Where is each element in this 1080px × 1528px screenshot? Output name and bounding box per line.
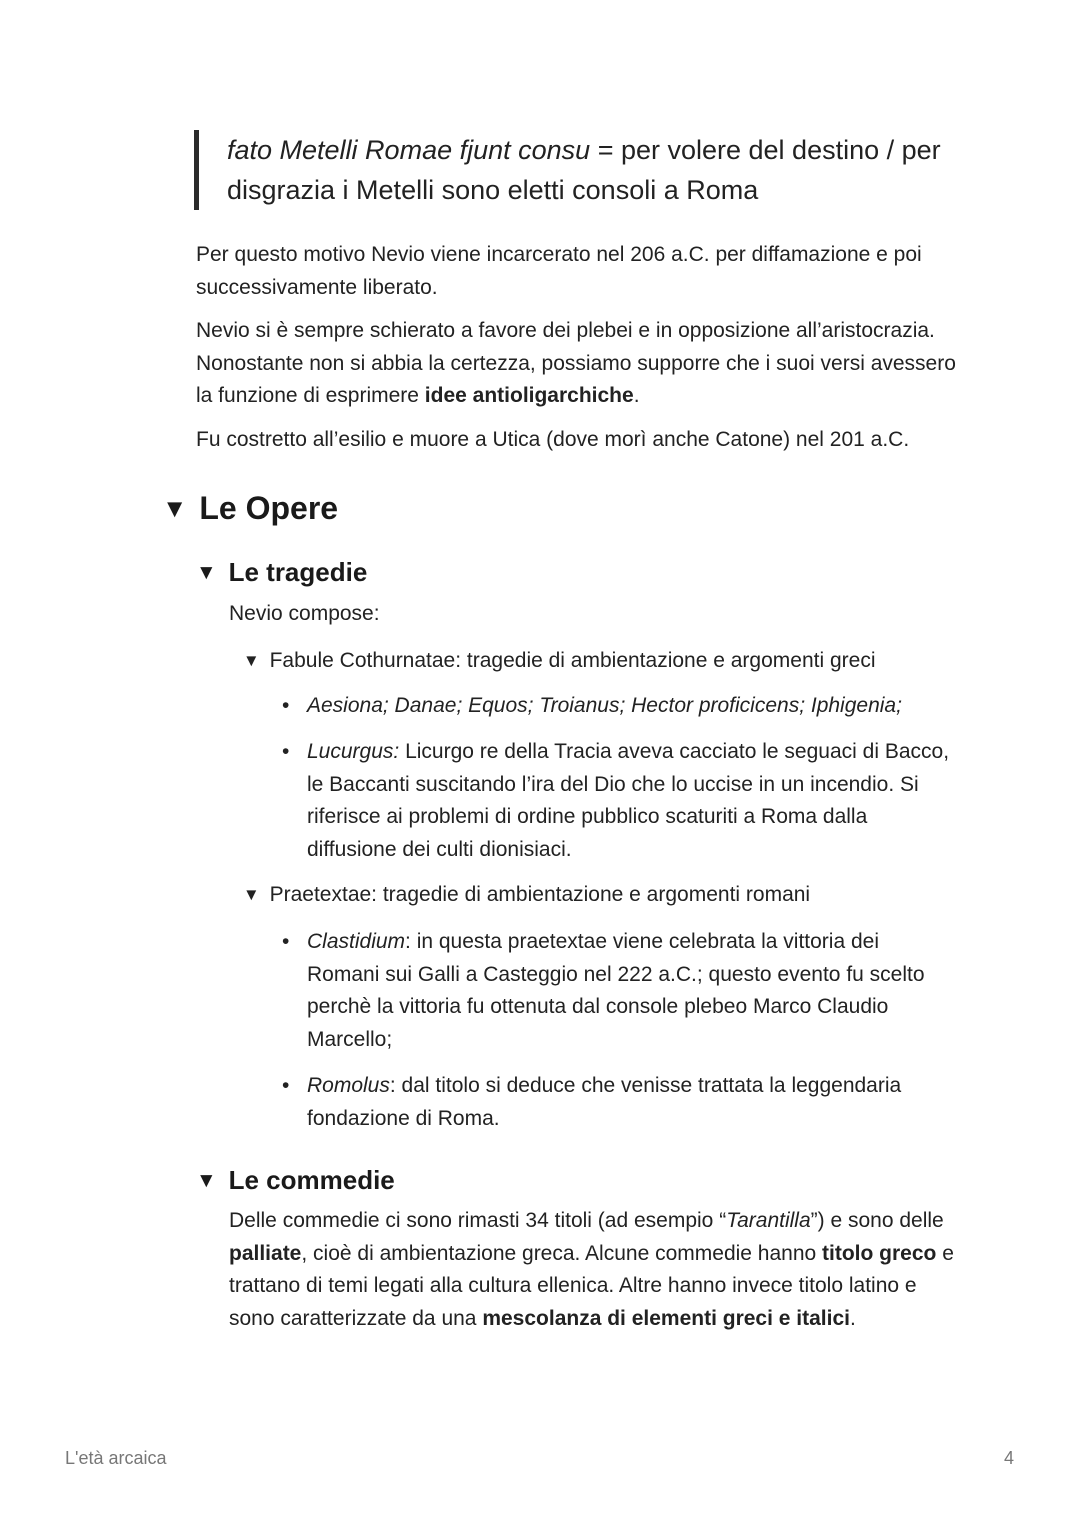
commedie-text-2: ”) e sono delle xyxy=(810,1209,944,1232)
paragraph-plebei-text: Nevio si è sempre schierato a favore dei plebei e in opposizione all’aristocrazia. Nonostante non si abbia la certezza, possiamo supporre che i suoi versi avessero la funzione di esprimere xyxy=(196,319,956,407)
toggle-praetextae[interactable] xyxy=(243,879,810,912)
tragedie-intro: Nevio compose: xyxy=(229,602,380,625)
section-heading-opere[interactable] xyxy=(162,486,338,533)
toggle-triangle-icon[interactable]: ▼ xyxy=(243,651,260,670)
paragraph-plebei xyxy=(196,315,966,413)
commedie-text-3: , cioè di ambientazione greca. Alcune commedie hanno xyxy=(301,1241,823,1265)
toggle-triangle-icon[interactable]: ▼ xyxy=(162,495,188,523)
commedie-text-1: Delle commedie ci sono rimasti 34 titoli (ad esempio “ xyxy=(229,1209,727,1232)
commedie-mescolanza: mescolanza di elementi greci e italici xyxy=(482,1306,850,1330)
subheading-commedie[interactable] xyxy=(196,1162,395,1201)
romolus-text: : dal titolo si deduce che venisse trattata la leggendaria fondazione di Roma. xyxy=(307,1074,902,1130)
list-item xyxy=(282,736,952,866)
cothurnatae-titles: Aesiona; Danae; Equos; Troianus; Hector proficicens; Iphigenia; xyxy=(307,694,902,717)
toggle-cothurnatae-label: Fabule Cothurnatae: tragedie di ambientazione e argomenti greci xyxy=(269,649,876,672)
commedie-tarantilla: Tarantilla xyxy=(726,1209,811,1232)
romolus-title: Romolus xyxy=(307,1074,390,1097)
commedie-text-5: . xyxy=(849,1306,856,1330)
paragraph-plebei-end: . xyxy=(633,384,640,407)
subheading-tragedie-label: Le tragedie xyxy=(228,557,368,587)
commedie-text-4: e trattano di temi legati alla cultura ellenica. Altre hanno invece titolo latino e sono caratterizzate da una xyxy=(229,1241,954,1330)
toggle-triangle-icon[interactable]: ▼ xyxy=(196,561,217,584)
page-number: 4 xyxy=(1003,1448,1014,1468)
bullet-icon: • xyxy=(282,930,290,953)
paragraph-plebei-bold: idee antioligarchiche xyxy=(424,384,634,407)
paragraph-commedie xyxy=(229,1205,954,1335)
list-item xyxy=(282,1070,952,1135)
blockquote xyxy=(194,130,1007,210)
quote-latin: fato Metelli Romae fjunt consu xyxy=(227,135,591,165)
footer-chapter-title: L'età arcaica xyxy=(65,1448,167,1468)
toggle-praetextae-label: Praetextae: tragedie di ambientazione e argomenti romani xyxy=(269,883,811,906)
lucurgus-text: Licurgo re della Tracia aveva cacciato le seguaci di Bacco, le Baccanti suscitando l’ira del Dio che lo uccise in un incendio. Si riferisce ai problemi di ordine pubblico scaturiti a Roma dalla diffusione dei culti dionisiaci. xyxy=(307,740,950,861)
list-item xyxy=(282,926,952,1056)
toggle-triangle-icon[interactable]: ▼ xyxy=(196,1169,217,1192)
bullet-icon: • xyxy=(282,1074,290,1097)
subheading-commedie-label: Le commedie xyxy=(228,1165,395,1195)
bullet-icon: • xyxy=(282,694,290,717)
toggle-triangle-icon[interactable]: ▼ xyxy=(243,885,260,904)
paragraph-esilio: Fu costretto all’esilio e muore a Utica (dove morì anche Catone) nel 201 a.C. xyxy=(196,428,910,451)
paragraph-incarceration: Per questo motivo Nevio viene incarcerato nel 206 a.C. per diffamazione e poi successivamente liberato. xyxy=(196,243,922,299)
clastidium-title: Clastidium xyxy=(307,930,406,953)
subheading-tragedie[interactable] xyxy=(196,554,367,593)
commedie-titolo-greco: titolo greco xyxy=(822,1241,937,1265)
bullet-icon: • xyxy=(282,740,290,763)
clastidium-text: : in questa praetextae viene celebrata la vittoria dei Romani sui Galli a Casteggio nel 222 a.C.; questo evento fu scelto perchè la vittoria fu ottenuta dal console plebeo Marco Claudio Marcello; xyxy=(307,930,925,1051)
list-item xyxy=(282,690,952,723)
lucurgus-title: Lucurgus: xyxy=(307,740,400,763)
quote-translation: = per volere del destino / per disgrazia i Metelli sono eletti consoli a Roma xyxy=(227,135,941,205)
section-heading-opere-label: Le Opere xyxy=(199,490,339,526)
toggle-cothurnatae[interactable] xyxy=(243,645,875,678)
commedie-palliate: palliate xyxy=(229,1241,302,1265)
